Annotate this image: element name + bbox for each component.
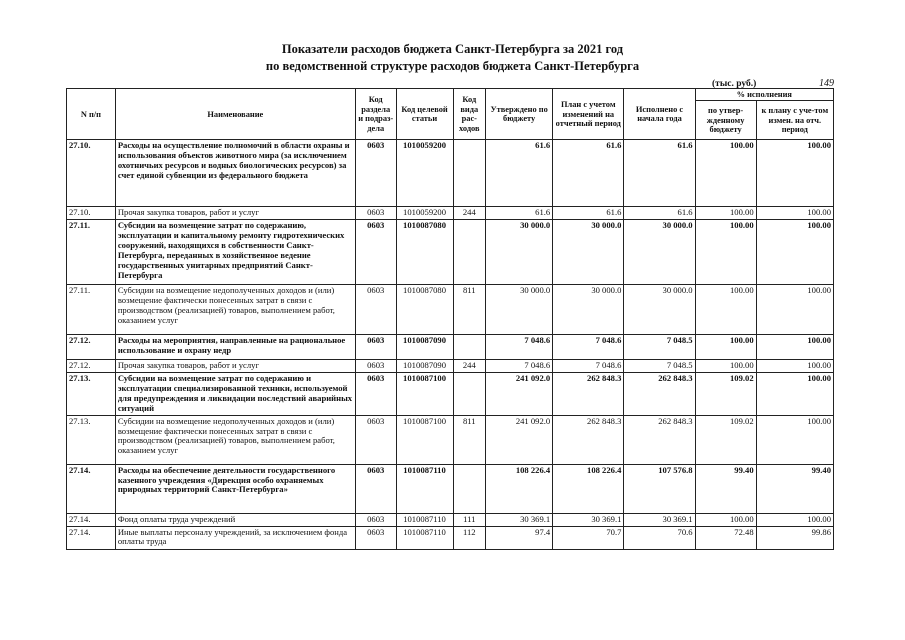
- row-type: [453, 140, 486, 207]
- row-name: Прочая закупка товаров, работ и услуг: [115, 360, 355, 373]
- row-plan: 30 000.0: [553, 220, 624, 285]
- row-pct-plan: 100.00: [756, 335, 833, 360]
- row-target: 1010087080: [396, 285, 453, 335]
- table-header: [67, 89, 834, 140]
- row-section: 0603: [355, 335, 396, 360]
- row-executed: 30 369.1: [624, 513, 695, 526]
- table-row: [67, 464, 834, 513]
- row-type: [453, 464, 486, 513]
- row-section: 0603: [355, 513, 396, 526]
- table-row: [67, 335, 834, 360]
- header-executed: Исполнено с начала года: [624, 89, 695, 140]
- budget-table: [66, 88, 834, 550]
- table-row: [67, 526, 834, 549]
- row-plan: 262 848.3: [553, 373, 624, 416]
- row-approved: 7 048.6: [486, 335, 553, 360]
- row-type: [453, 335, 486, 360]
- row-pct-approved: 109.02: [695, 373, 756, 416]
- header-name: Наименование: [115, 89, 355, 140]
- row-target: 1010087110: [396, 464, 453, 513]
- row-name: Расходы на осуществление полномочий в области охраны и использования объектов животного мира (за исключением охотничьих ресурсов и водных биологических ресурсов) за счет единой субвенции из федерального бюджета: [115, 140, 355, 207]
- table-row: [67, 207, 834, 220]
- header-pct-plan: к плану с уче-том измен. на отч. период: [756, 101, 833, 140]
- row-pct-plan: 100.00: [756, 140, 833, 207]
- row-plan: 70.7: [553, 526, 624, 549]
- row-pct-plan: 100.00: [756, 373, 833, 416]
- row-name: Расходы на мероприятия, направленные на рациональное использование и охрану недр: [115, 335, 355, 360]
- row-pct-plan: 100.00: [756, 220, 833, 285]
- row-pct-approved: 100.00: [695, 360, 756, 373]
- header-section: Код раздела и подраз-дела: [355, 89, 396, 140]
- header-plan: План с учетом изменений на отчетный период: [553, 89, 624, 140]
- table-body: [67, 140, 834, 549]
- row-approved: 30 000.0: [486, 220, 553, 285]
- row-name: Прочая закупка товаров, работ и услуг: [115, 207, 355, 220]
- row-executed: 30 000.0: [624, 220, 695, 285]
- row-executed: 61.6: [624, 207, 695, 220]
- row-target: 1010087110: [396, 526, 453, 549]
- table-row: [67, 360, 834, 373]
- row-section: 0603: [355, 526, 396, 549]
- row-approved: 97.4: [486, 526, 553, 549]
- row-name: Субсидии на возмещение затрат по содержанию и эксплуатации специализированной техники, используемой для предупреждения и ликвидации последствий аварийных ситуаций: [115, 373, 355, 416]
- row-target: 1010087100: [396, 415, 453, 464]
- row-pct-approved: 100.00: [695, 285, 756, 335]
- row-target: 1010059200: [396, 140, 453, 207]
- row-pct-plan: 100.00: [756, 513, 833, 526]
- row-approved: 61.6: [486, 140, 553, 207]
- header-approved: Утверждено по бюджету: [486, 89, 553, 140]
- row-type: 244: [453, 360, 486, 373]
- document-title-line1: Показатели расходов бюджета Санкт-Петербурга за 2021 год: [281, 42, 624, 56]
- row-plan: 30 369.1: [553, 513, 624, 526]
- row-target: 1010087100: [396, 373, 453, 416]
- header-type: Код вида рас-ходов: [453, 89, 486, 140]
- row-target: 1010087110: [396, 513, 453, 526]
- row-executed: 262 848.3: [624, 373, 695, 416]
- row-plan: 7 048.6: [553, 335, 624, 360]
- row-pct-plan: 99.40: [756, 464, 833, 513]
- table-row: [67, 373, 834, 416]
- row-target: 1010059200: [396, 207, 453, 220]
- row-section: 0603: [355, 464, 396, 513]
- row-pct-approved: 100.00: [695, 207, 756, 220]
- row-executed: 30 000.0: [624, 285, 695, 335]
- header-percent-group: % исполнения: [695, 89, 833, 101]
- table-row: [67, 140, 834, 207]
- row-plan: 61.6: [553, 207, 624, 220]
- row-approved: 241 092.0: [486, 415, 553, 464]
- row-approved: 7 048.6: [486, 360, 553, 373]
- row-name: Субсидии на возмещение недополученных доходов и (или) возмещение фактически понесенных затрат в связи с производством (реализацией) товаров, выполнением работ, оказанием услуг: [115, 285, 355, 335]
- row-section: 0603: [355, 360, 396, 373]
- row-pct-plan: 100.00: [756, 207, 833, 220]
- row-num: 27.10.: [67, 207, 116, 220]
- row-executed: 70.6: [624, 526, 695, 549]
- row-approved: 30 000.0: [486, 285, 553, 335]
- row-num: 27.12.: [67, 335, 116, 360]
- row-num: 27.14.: [67, 464, 116, 513]
- row-pct-approved: 99.40: [695, 464, 756, 513]
- row-num: 27.12.: [67, 360, 116, 373]
- row-type: 244: [453, 207, 486, 220]
- row-section: 0603: [355, 140, 396, 207]
- row-pct-approved: 72.48: [695, 526, 756, 549]
- row-pct-approved: 100.00: [695, 513, 756, 526]
- row-type: [453, 373, 486, 416]
- row-target: 1010087090: [396, 360, 453, 373]
- document-title-line2: по ведомственной структуре расходов бюджета Санкт-Петербурга: [265, 59, 640, 73]
- header-target: Код целевой статьи: [396, 89, 453, 140]
- row-num: 27.14.: [67, 513, 116, 526]
- page-number: 149: [819, 78, 834, 89]
- row-approved: 30 369.1: [486, 513, 553, 526]
- row-pct-approved: 100.00: [695, 220, 756, 285]
- row-target: 1010087090: [396, 335, 453, 360]
- row-pct-approved: 100.00: [695, 335, 756, 360]
- row-section: 0603: [355, 285, 396, 335]
- row-executed: 61.6: [624, 140, 695, 207]
- row-section: 0603: [355, 373, 396, 416]
- row-pct-plan: 99.86: [756, 526, 833, 549]
- row-type: [453, 220, 486, 285]
- row-num: 27.13.: [67, 373, 116, 416]
- row-num: 27.11.: [67, 285, 116, 335]
- table-row: [67, 415, 834, 464]
- row-name: Субсидии на возмещение недополученных доходов и (или) возмещение фактически понесенных затрат в связи с производством (реализацией) товаров, выполнением работ, оказанием услуг: [115, 415, 355, 464]
- row-name: Субсидии на возмещение затрат по содержанию, эксплуатации и капитальному ремонту гидротехнических сооружений, находящихся в собственности Санкт-Петербурга, переданных в хозяйственное ведение государственных унитарных предприятий Санкт-Петербурга: [115, 220, 355, 285]
- units-label: (тыс. руб.): [712, 79, 757, 89]
- row-type: 111: [453, 513, 486, 526]
- row-num: 27.11.: [67, 220, 116, 285]
- row-pct-plan: 100.00: [756, 360, 833, 373]
- row-plan: 262 848.3: [553, 415, 624, 464]
- row-approved: 61.6: [486, 207, 553, 220]
- row-approved: 108 226.4: [486, 464, 553, 513]
- row-type: 811: [453, 285, 486, 335]
- header-num: N п/п: [67, 89, 116, 140]
- table-row: [67, 285, 834, 335]
- row-num: 27.14.: [67, 526, 116, 549]
- row-num: 27.10.: [67, 140, 116, 207]
- header-pct-approved: по утвер-жденному бюджету: [695, 101, 756, 140]
- row-executed: 262 848.3: [624, 415, 695, 464]
- row-pct-plan: 100.00: [756, 285, 833, 335]
- table-row: [67, 220, 834, 285]
- row-plan: 7 048.6: [553, 360, 624, 373]
- row-pct-plan: 100.00: [756, 415, 833, 464]
- table-row: [67, 513, 834, 526]
- row-executed: 7 048.5: [624, 335, 695, 360]
- row-pct-approved: 109.02: [695, 415, 756, 464]
- row-plan: 61.6: [553, 140, 624, 207]
- row-name: Фонд оплаты труда учреждений: [115, 513, 355, 526]
- row-executed: 7 048.5: [624, 360, 695, 373]
- row-approved: 241 092.0: [486, 373, 553, 416]
- row-executed: 107 576.8: [624, 464, 695, 513]
- row-pct-approved: 100.00: [695, 140, 756, 207]
- row-section: 0603: [355, 220, 396, 285]
- row-section: 0603: [355, 415, 396, 464]
- row-target: 1010087080: [396, 220, 453, 285]
- row-section: 0603: [355, 207, 396, 220]
- row-name: Расходы на обеспечение деятельности государственного казенного учреждения «Дирекция особо охраняемых природных территорий Санкт-Петербурга»: [115, 464, 355, 513]
- row-plan: 30 000.0: [553, 285, 624, 335]
- row-num: 27.13.: [67, 415, 116, 464]
- row-type: 811: [453, 415, 486, 464]
- row-name: Иные выплаты персоналу учреждений, за исключением фонда оплаты труда: [115, 526, 355, 549]
- row-type: 112: [453, 526, 486, 549]
- row-plan: 108 226.4: [553, 464, 624, 513]
